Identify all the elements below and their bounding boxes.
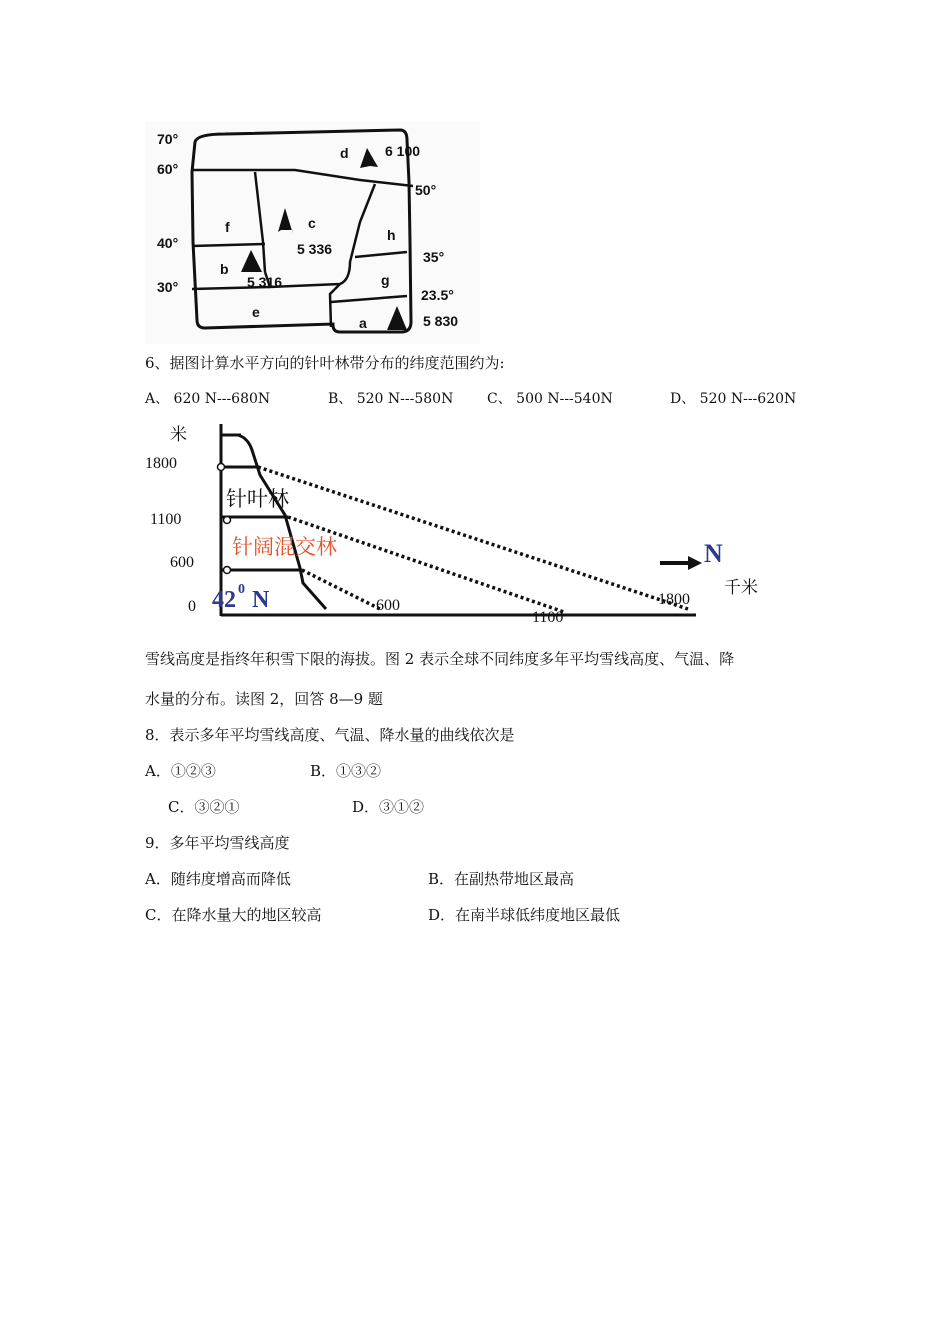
- svg-text:42: 42: [212, 587, 236, 613]
- q8-option-b: B．①③②: [310, 762, 382, 780]
- region-a: a: [359, 315, 367, 331]
- x-tick-1100: 1100: [532, 609, 564, 626]
- elev-d: 6 100: [385, 143, 421, 159]
- y-tick-1800: 1800: [145, 455, 177, 472]
- lat-23-5: 23.5°: [421, 287, 454, 303]
- region-h: h: [387, 227, 396, 243]
- region-e: e: [252, 304, 260, 320]
- region-f: f: [225, 219, 230, 235]
- zone-conifer-label: 针叶林: [226, 487, 289, 511]
- q8-question: 8．表示多年平均雪线高度、气温、降水量的曲线依次是: [145, 726, 515, 744]
- y-tick-1100: 1100: [150, 511, 182, 528]
- svg-text:N: N: [252, 587, 270, 613]
- region-g: g: [381, 272, 390, 288]
- region-d: d: [340, 145, 349, 161]
- lat-30: 30°: [157, 279, 179, 295]
- elev-b: 5 316: [247, 274, 283, 290]
- q6-question: 6、据图计算水平方向的针叶林带分布的纬度范围约为:: [145, 354, 505, 372]
- mountain-map: [145, 122, 480, 344]
- lat-70: 70°: [157, 131, 179, 147]
- q9-option-d: D．在南半球低纬度地区最低: [428, 906, 621, 924]
- region-b: b: [220, 261, 229, 277]
- q8-option-a: A．①②③: [145, 762, 216, 780]
- q6-option-d: D、 520 N---620N: [670, 391, 797, 407]
- y-unit-label: 米: [170, 425, 187, 445]
- region-c: c: [308, 215, 316, 231]
- x-unit-label: 千米: [724, 578, 758, 598]
- intro-line-2: 水量的分布。读图 2，回答 8—9 题: [145, 690, 383, 708]
- q6-option-a: A、 620 N---680N: [145, 391, 271, 407]
- q6-option-b: B、 520 N---580N: [328, 391, 454, 407]
- q9-option-a: A．随纬度增高而降低: [145, 870, 291, 888]
- north-label: N: [704, 539, 723, 568]
- q8-option-c: C．③②①: [168, 798, 240, 816]
- latitude-label: [212, 582, 270, 613]
- elev-c: 5 336: [297, 241, 333, 257]
- lat-35: 35°: [423, 249, 445, 265]
- x-tick-600: 600: [376, 597, 400, 614]
- svg-text:0: 0: [238, 582, 245, 597]
- q9-question: 9．多年平均雪线高度: [145, 834, 290, 852]
- lat-40: 40°: [157, 235, 179, 251]
- x-tick-1800: 1800: [658, 591, 690, 608]
- intro-line-1: 雪线高度是指终年积雪下限的海拔。图 2 表示全球不同纬度多年平均雪线高度、气温、降: [145, 650, 735, 668]
- q8-option-d: D．③①②: [352, 798, 425, 816]
- lat-50: 50°: [415, 182, 437, 198]
- lat-60: 60°: [157, 161, 179, 177]
- y-tick-0: 0: [188, 598, 196, 615]
- elev-a: 5 830: [423, 313, 459, 329]
- q9-option-c: C．在降水量大的地区较高: [145, 906, 322, 924]
- y-tick-600: 600: [170, 554, 194, 571]
- q6-option-c: C、 500 N---540N: [487, 391, 613, 407]
- q9-option-b: B．在副热带地区最高: [428, 870, 575, 888]
- zone-mixed-label: 针阔混交林: [232, 535, 337, 559]
- vegetation-zone-diagram: [140, 420, 780, 630]
